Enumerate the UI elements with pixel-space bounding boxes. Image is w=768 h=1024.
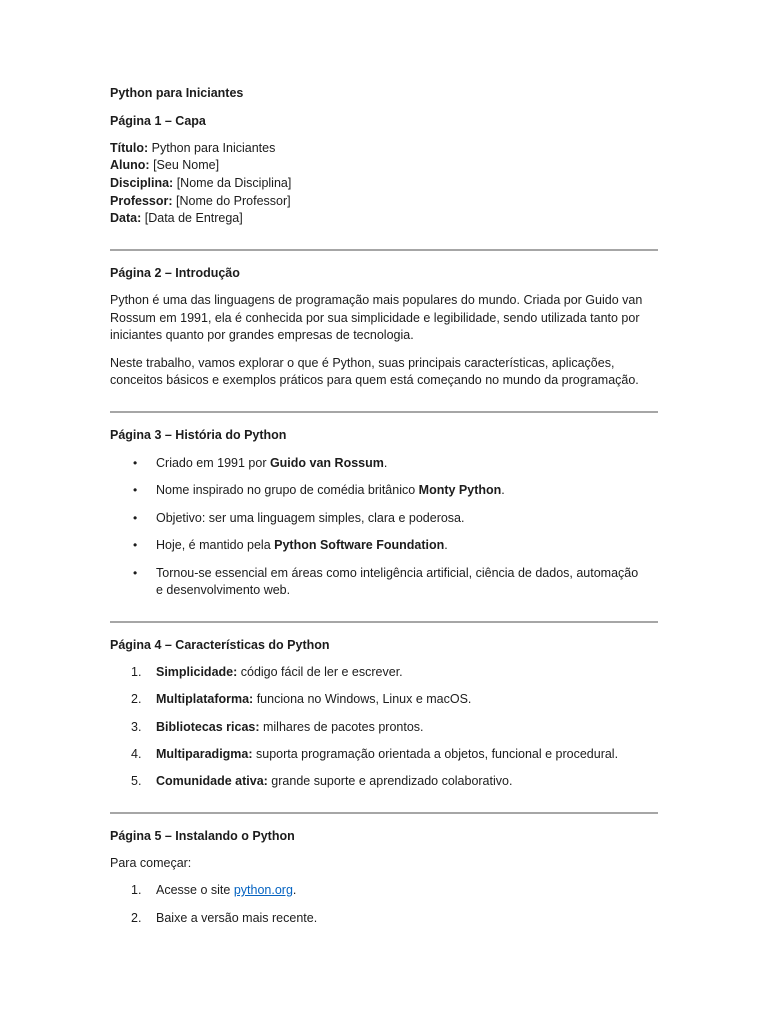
horizontal-divider <box>110 621 658 623</box>
list-item: Comunidade ativa: grande suporte e aprendizado colaborativo. <box>156 774 513 788</box>
list-number: 2. <box>131 692 142 706</box>
list-number: 5. <box>131 774 142 788</box>
python-org-link[interactable]: python.org <box>233 883 293 897</box>
section-heading-capa: Página 1 – Capa <box>110 114 206 128</box>
horizontal-divider <box>110 812 658 814</box>
list-item: Criado em 1991 por Guido van Rossum. <box>156 456 388 470</box>
section-heading-instalando: Página 5 – Instalando o Python <box>110 829 295 843</box>
install-intro: Para começar: <box>110 856 192 870</box>
field-aluno: Aluno: [Seu Nome] <box>110 158 220 172</box>
intro-paragraph-line: iniciantes quanto por grandes empresas de tecnologia. <box>110 328 414 342</box>
intro-paragraph-line: conceitos básicos e exemplos práticos para quem está começando no mundo da programação. <box>110 373 639 387</box>
horizontal-divider <box>110 411 658 413</box>
list-number: 1. <box>131 883 142 897</box>
list-number: 1. <box>131 665 142 679</box>
section-heading-caracteristicas: Página 4 – Características do Python <box>110 638 330 652</box>
list-number: 4. <box>131 747 142 761</box>
intro-paragraph-line: Neste trabalho, vamos explorar o que é Python, suas principais características, aplicações, <box>110 356 615 370</box>
list-item: Hoje, é mantido pela Python Software Foundation. <box>156 538 448 552</box>
field-disciplina: Disciplina: [Nome da Disciplina] <box>110 176 292 190</box>
list-item: Nome inspirado no grupo de comédia britânico Monty Python. <box>156 483 505 497</box>
bullet-icon: • <box>133 483 138 497</box>
horizontal-divider <box>110 249 658 251</box>
bullet-icon: • <box>133 538 138 552</box>
intro-paragraph-line: Rossum em 1991, ela é conhecida por sua simplicidade e legibilidade, sendo utilizada tanto por <box>110 311 640 325</box>
list-number: 2. <box>131 911 142 925</box>
list-item: Bibliotecas ricas: milhares de pacotes prontos. <box>156 720 424 734</box>
bullet-icon: • <box>133 566 138 580</box>
field-titulo: Título: Python para Iniciantes <box>110 141 276 155</box>
list-item: Multiparadigma: suporta programação orientada a objetos, funcional e procedural. <box>156 747 619 761</box>
section-heading-introducao: Página 2 – Introdução <box>110 266 240 280</box>
list-item: Tornou-se essencial em áreas como inteligência artificial, ciência de dados, automação <box>156 566 639 580</box>
document-title: Python para Iniciantes <box>110 86 244 100</box>
list-number: 3. <box>131 720 142 734</box>
section-heading-historia: Página 3 – História do Python <box>110 428 287 442</box>
list-item: Objetivo: ser uma linguagem simples, clara e poderosa. <box>156 511 465 525</box>
list-item: Simplicidade: código fácil de ler e escrever. <box>156 665 403 679</box>
bullet-icon: • <box>133 511 138 525</box>
field-professor: Professor: [Nome do Professor] <box>110 194 291 208</box>
list-item: Multiplataforma: funciona no Windows, Linux e macOS. <box>156 692 472 706</box>
intro-paragraph-line: Python é uma das linguagens de programação mais populares do mundo. Criada por Guido van <box>110 293 643 307</box>
field-data: Data: [Data de Entrega] <box>110 211 243 225</box>
list-item: Baixe a versão mais recente. <box>156 911 318 925</box>
list-item: Acesse o site python.org. <box>156 883 297 897</box>
bullet-icon: • <box>133 456 138 470</box>
list-item-continuation: e desenvolvimento web. <box>156 583 291 597</box>
